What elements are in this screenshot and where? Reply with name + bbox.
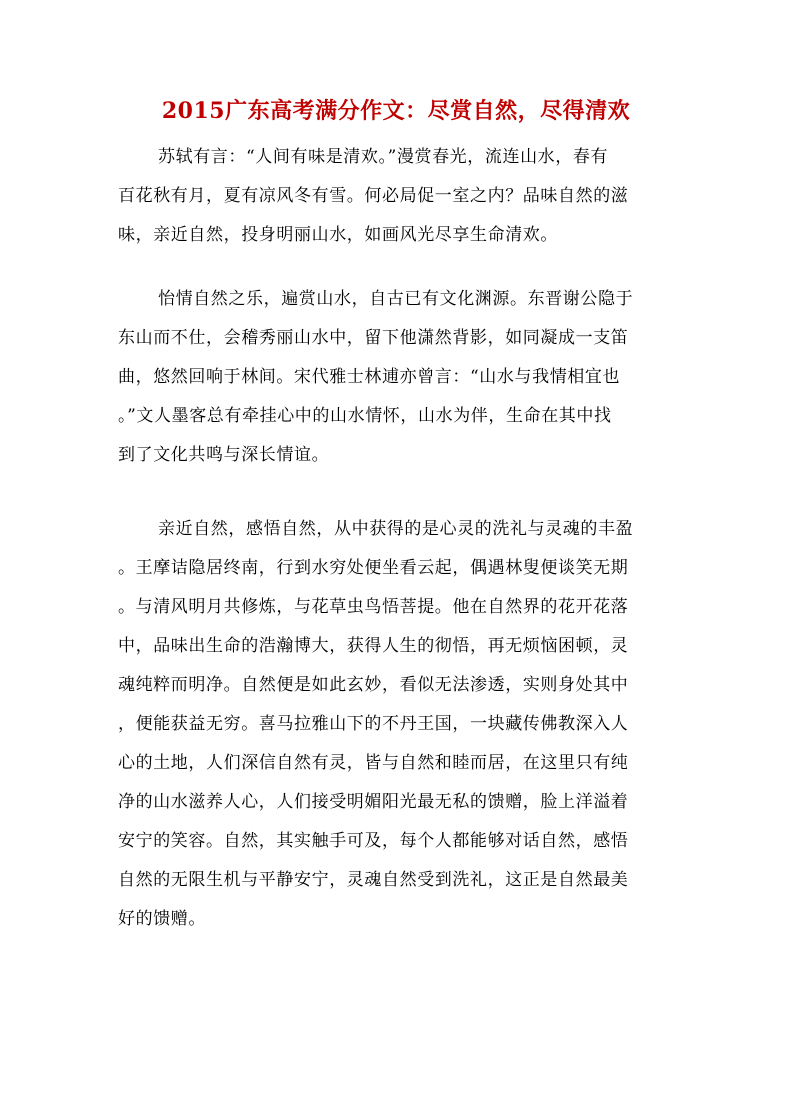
document-title: 2015广东高考满分作文：尽赏自然，尽得清欢 bbox=[161, 98, 631, 124]
paragraph-line: 安宁的笑容。自然，其实触手可及，每个人都能够对话自然，感悟 bbox=[118, 831, 629, 851]
paragraph-line: 味，亲近自然，投身明丽山水，如画风光尽享生命清欢。 bbox=[118, 225, 558, 245]
paragraph-line: 自然的无限生机与平静安宁，灵魂自然受到洗礼，这正是自然最美 bbox=[118, 870, 629, 890]
paragraph-1 bbox=[118, 138, 674, 255]
paragraph-line: ，便能获益无穷。喜马拉雅山下的不丹王国，一块藏传佛教深入人 bbox=[118, 714, 629, 734]
paragraph-line: 心的土地，人们深信自然有灵，皆与自然和睦而居，在这里只有纯 bbox=[118, 753, 629, 773]
paragraph-line: 百花秋有月，夏有凉风冬有雪。何必局促一室之内？品味自然的滋 bbox=[118, 186, 629, 206]
paragraph-line: 。王摩诘隐居终南，行到水穷处便坐看云起，偶遇林叟便谈笑无期 bbox=[118, 558, 629, 578]
paragraph-line: 怡情自然之乐，遍赏山水，自古已有文化渊源。东晋谢公隐于 bbox=[158, 289, 634, 309]
paragraph-line: 。与清风明月共修炼，与花草虫鸟悟菩提。他在自然界的花开花落 bbox=[118, 597, 629, 617]
paragraph-line: 。”文人墨客总有牵挂心中的山水情怀，山水为伴，生命在其中找 bbox=[118, 406, 612, 426]
paragraph-3 bbox=[118, 510, 674, 939]
paragraph-line: 好的馈赠。 bbox=[118, 909, 206, 929]
paragraph-line: 到了文化共鸣与深长情谊。 bbox=[118, 445, 330, 465]
paragraph-line: 亲近自然，感悟自然，从中获得的是心灵的洗礼与灵魂的丰盈 bbox=[158, 519, 634, 539]
paragraph-line: 中，品味出生命的浩瀚博大，获得人生的彻悟，再无烦恼困顿，灵 bbox=[118, 636, 629, 656]
paragraph-line: 魂纯粹而明净。自然便是如此玄妙，看似无法渗透，实则身处其中 bbox=[118, 675, 629, 695]
paragraph-line: 苏轼有言：“人间有味是清欢。”漫赏春光，流连山水，春有 bbox=[158, 147, 609, 167]
paragraph-2 bbox=[118, 280, 674, 475]
paragraph-line: 东山而不仕，会稽秀丽山水中，留下他潇然背影，如同凝成一支笛 bbox=[118, 328, 629, 348]
paragraph-line: 曲，悠然回响于林间。宋代雅士林逋亦曾言：“山水与我情相宜也 bbox=[118, 367, 621, 387]
paragraph-line: 净的山水滋养人心，人们接受明媚阳光最无私的馈赠，脸上洋溢着 bbox=[118, 792, 629, 812]
